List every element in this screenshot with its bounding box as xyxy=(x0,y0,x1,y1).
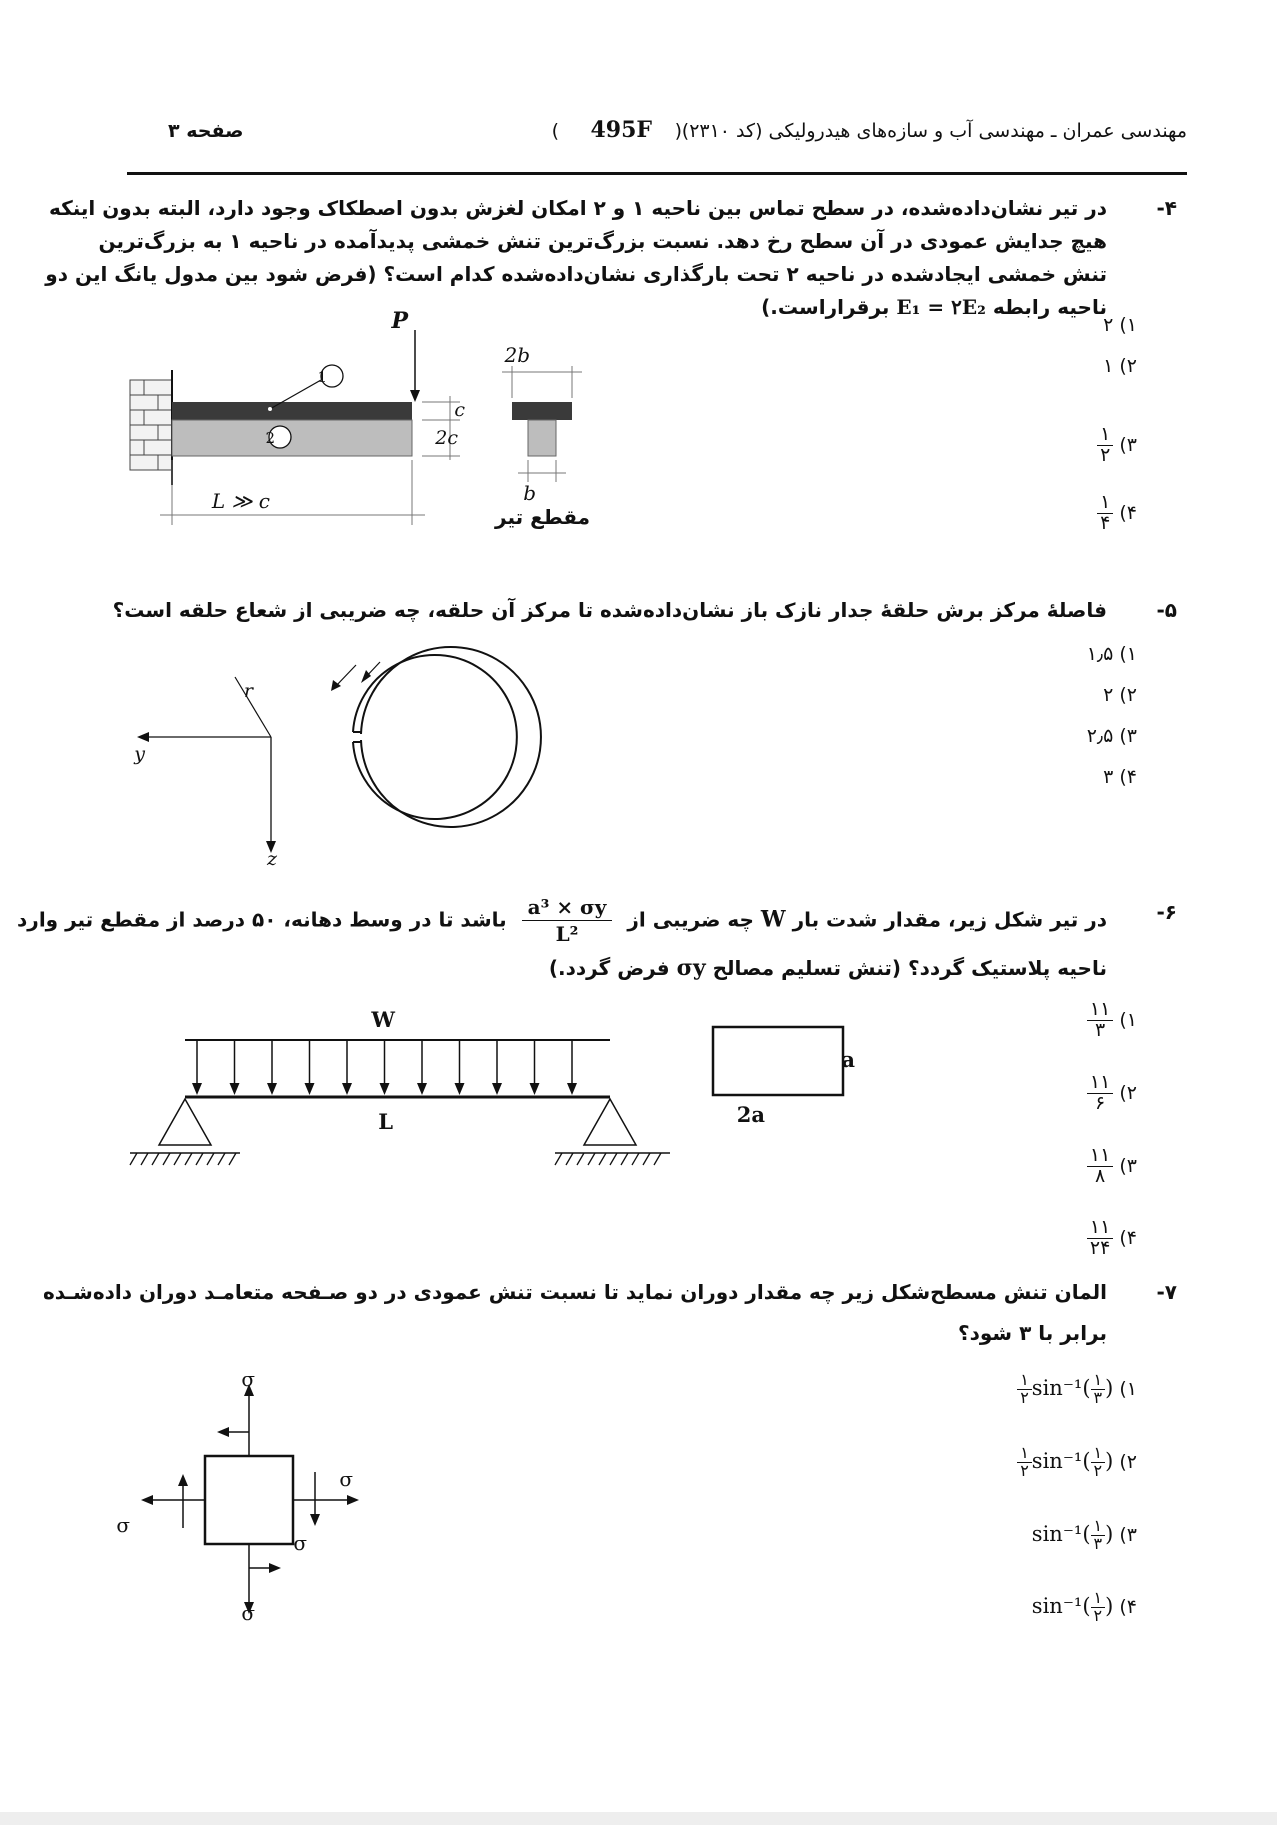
header-page-number: صفحه ۳ xyxy=(168,120,244,142)
label-sigma-right: σ xyxy=(339,1467,353,1491)
load-arrow-icon xyxy=(455,1083,465,1095)
beam-region-1 xyxy=(172,402,412,420)
support-left-icon xyxy=(159,1099,211,1145)
option-label: ۲) xyxy=(1119,684,1137,706)
function-name: sin⁻¹( xyxy=(1031,1375,1091,1400)
label-width-2a: 2a xyxy=(736,1102,765,1127)
option-label: ۳) xyxy=(1119,433,1137,456)
argument-fraction xyxy=(1091,1518,1106,1553)
option-expression xyxy=(1017,1372,1113,1407)
fraction-denominator: ۳ xyxy=(1093,1533,1103,1553)
q6-option-4[interactable] xyxy=(1087,1218,1137,1259)
closing-paren: ) xyxy=(1105,1448,1114,1473)
hatch-line xyxy=(654,1153,661,1165)
label-width-b: b xyxy=(523,481,536,505)
q4-figure xyxy=(120,310,620,540)
label-y-axis: y xyxy=(134,743,145,765)
option-expression xyxy=(1017,1445,1113,1480)
function-name: sin⁻¹( xyxy=(1031,1448,1091,1473)
q7-line: برابر با ۳ شود؟ xyxy=(958,1321,1107,1345)
q7-option-2[interactable] xyxy=(1017,1445,1137,1480)
label-height-a: a xyxy=(841,1047,855,1072)
fraction-numerator: ۱ xyxy=(1017,1445,1032,1463)
hatch-line xyxy=(588,1153,595,1165)
option-label: ۲) xyxy=(1119,1450,1137,1473)
hatch-line xyxy=(130,1153,137,1165)
q4-number: ۴- xyxy=(1156,196,1177,220)
q5-figure xyxy=(125,625,385,875)
hatch-line xyxy=(141,1153,148,1165)
closing-paren: ) xyxy=(1105,1593,1114,1618)
label-z-axis: z xyxy=(266,848,277,870)
load-arrow-icon xyxy=(410,390,420,402)
section-web xyxy=(528,420,556,456)
beam-section xyxy=(713,1027,843,1095)
coefficient-fraction xyxy=(1017,1372,1032,1407)
q6-option-2[interactable] xyxy=(1087,1073,1137,1114)
q4-line: در تیر نشان‌داده‌شده، در سطح تماس بین ناحیه ۱ و ۲ امکان لغزش بدون اصطکاک وجود دارد، البته بدون اینکه xyxy=(48,196,1107,220)
q7-figure xyxy=(116,1367,385,1640)
option-label: ۲) xyxy=(1119,1081,1137,1104)
hatch-line xyxy=(218,1153,225,1165)
option-fraction xyxy=(1097,493,1113,534)
label-sigma-top: σ xyxy=(241,1367,255,1391)
label-length: L ≫ c xyxy=(211,489,270,513)
label-sigma-shear: σ xyxy=(293,1531,307,1555)
hatch-line xyxy=(196,1153,203,1165)
option-fraction xyxy=(1087,1146,1113,1187)
load-arrow-icon xyxy=(380,1083,390,1095)
q4-option-1[interactable] xyxy=(1103,314,1137,336)
option-fraction xyxy=(1087,1000,1113,1041)
option-value: ۲٫۵ xyxy=(1086,725,1114,747)
q6-option-1[interactable] xyxy=(1087,1000,1137,1041)
q5-text: فاصلهٔ مرکز برش حلقهٔ جدار نازک باز نشان‌داده‌شده تا مرکز آن حلقه، چه ضریبی از شعاع حلقه است؟ xyxy=(112,598,1107,622)
label-load-p: P xyxy=(391,308,408,334)
label-region-1: 1 xyxy=(317,368,327,386)
option-label: ۱) xyxy=(1119,1008,1137,1031)
label-sigma-left: σ xyxy=(116,1513,130,1537)
q5-option-1[interactable] xyxy=(1087,643,1137,665)
hatch-line xyxy=(555,1153,562,1165)
option-label: ۴) xyxy=(1119,1226,1137,1249)
q4-relation: E₁ = ۲E₂ xyxy=(896,295,986,319)
header-rule xyxy=(127,172,1187,175)
shear-arrow-icon xyxy=(269,1563,281,1573)
hatch-line xyxy=(207,1153,214,1165)
label-dim-2c: 2c xyxy=(435,427,458,449)
label-span-l: L xyxy=(378,1109,393,1134)
label-width-2b: 2b xyxy=(504,343,530,367)
load-arrow-icon xyxy=(342,1083,352,1095)
option-value: ۱٫۵ xyxy=(1086,643,1114,665)
option-label: ۳) xyxy=(1119,725,1137,747)
hatch-line xyxy=(643,1153,650,1165)
thickness-arrow-icon xyxy=(361,670,371,683)
fraction-denominator: ۲ xyxy=(1020,1387,1029,1407)
fraction-numerator: ۱ xyxy=(1091,1518,1106,1536)
q6-fraction xyxy=(522,897,613,945)
header-paren-open: ( xyxy=(674,120,682,142)
load-arrow-icon xyxy=(417,1083,427,1095)
header-code: 495F xyxy=(590,117,652,143)
option-value: ۲ xyxy=(1103,314,1114,336)
open-ring-outer xyxy=(361,647,541,827)
fraction-denominator: ۲۴ xyxy=(1089,1236,1111,1259)
q6-text-a: در تیر شکل زیر، مقدار شدت بار xyxy=(792,907,1107,932)
hatch-line xyxy=(599,1153,606,1165)
load-arrow-icon xyxy=(567,1083,577,1095)
option-label: ۴) xyxy=(1119,766,1137,788)
q5-option-3[interactable] xyxy=(1087,725,1137,747)
option-fraction xyxy=(1087,1073,1113,1114)
load-arrow-icon xyxy=(530,1083,540,1095)
fraction-denominator: L² xyxy=(555,922,579,946)
option-fraction xyxy=(1087,1218,1113,1259)
fraction-denominator: ۲ xyxy=(1100,443,1111,466)
ground-hatch xyxy=(555,1153,661,1165)
load-arrow-icon xyxy=(305,1083,315,1095)
option-label: ۴) xyxy=(1119,501,1137,524)
q5-option-4[interactable] xyxy=(1103,766,1137,788)
hatch-line xyxy=(185,1153,192,1165)
fraction-numerator: ۱ xyxy=(1091,1445,1106,1463)
q6-number: ۶- xyxy=(1156,900,1177,924)
shear-arrow-icon xyxy=(178,1474,188,1486)
q7-text xyxy=(42,1276,1107,1350)
load-arrow-icon xyxy=(192,1083,202,1095)
q4-text xyxy=(45,192,1107,324)
fraction-denominator: ۲ xyxy=(1093,1460,1103,1480)
q7-option-4[interactable] xyxy=(1032,1590,1137,1625)
q7-line: المان تنش مسطح‌شکل زیر چه مقدار دوران نماید تا نسبت تنش عمودی در دو صـفحه متعامـد دوران داده‌شـده xyxy=(42,1280,1107,1304)
arrow-left-icon xyxy=(141,1495,153,1505)
q7-option-1[interactable] xyxy=(1017,1372,1137,1407)
hatch-line xyxy=(152,1153,159,1165)
q4-suffix: برقراراست.) xyxy=(761,295,890,319)
fraction-denominator: ۶ xyxy=(1094,1091,1106,1114)
argument-fraction xyxy=(1091,1372,1106,1407)
q4-line: هیچ جدایش عمودی در آن سطح رخ دهد. نسبت بزرگ‌ترین تنش خمشی پدیدآمده در ناحیه ۱ به بزرگ‌ترین xyxy=(98,229,1107,253)
load-arrow-icon xyxy=(230,1083,240,1095)
q4-prefix: ناحیه رابطه xyxy=(992,295,1107,319)
fraction-numerator: ۱۱ xyxy=(1087,1146,1113,1167)
argument-fraction xyxy=(1091,1590,1106,1625)
option-expression xyxy=(1032,1518,1114,1553)
q6-line-2 xyxy=(549,952,1107,985)
q4-line: تنش خمشی ایجادشده در ناحیه ۲ تحت بارگذاری نشان‌داده‌شده کدام است؟ (فرض شود بین مدول یانگ این دو xyxy=(45,262,1107,286)
option-label: ۲) xyxy=(1119,355,1137,377)
hatch-line xyxy=(632,1153,639,1165)
ground-hatch xyxy=(130,1153,236,1165)
fraction-denominator: ۴ xyxy=(1100,511,1111,534)
q6-w: W xyxy=(760,906,786,933)
hatch-line xyxy=(577,1153,584,1165)
header-paren-close: ) xyxy=(551,120,559,142)
option-fraction xyxy=(1097,425,1113,466)
hatch-line xyxy=(174,1153,181,1165)
q6-figure xyxy=(125,1005,885,1175)
y-axis-arrow-icon xyxy=(137,732,149,742)
option-label: ۴) xyxy=(1119,1595,1137,1618)
fraction-denominator: ۲ xyxy=(1093,1605,1103,1625)
support-right-icon xyxy=(584,1099,636,1145)
q4-option-4[interactable] xyxy=(1097,493,1137,534)
hatch-line xyxy=(610,1153,617,1165)
option-label: ۱) xyxy=(1119,643,1137,665)
fraction-denominator: ۳ xyxy=(1093,1387,1103,1407)
fraction-numerator: ۱۱ xyxy=(1087,1218,1113,1239)
option-value: ۱ xyxy=(1103,355,1114,377)
fraction-numerator: ۱۱ xyxy=(1087,1000,1113,1021)
q6-sigma-y: σy xyxy=(676,955,706,981)
label-sigma-bottom: σ xyxy=(241,1601,255,1625)
option-value: ۳ xyxy=(1103,766,1114,788)
option-label: ۳) xyxy=(1119,1154,1137,1177)
q4-option-2[interactable] xyxy=(1103,355,1137,377)
closing-paren: ) xyxy=(1105,1375,1114,1400)
fraction-numerator: ۱ xyxy=(1091,1590,1106,1608)
label-region-2: 2 xyxy=(265,429,275,447)
q6-line-1 xyxy=(17,897,1107,945)
hatch-line xyxy=(229,1153,236,1165)
fraction-denominator: ۲ xyxy=(1020,1460,1029,1480)
q6-text-c: باشد تا در وسط دهانه، ۵۰ درصد از مقطع تیر وارد xyxy=(17,907,507,932)
option-label: ۱) xyxy=(1119,314,1137,336)
section-caption: مقطع تیر xyxy=(495,505,590,529)
fraction-numerator: ۱ xyxy=(1097,493,1113,514)
stress-element xyxy=(205,1456,293,1544)
header-right: مهندسی عمران ـ مهندسی آب و سازه‌های هیدرولیکی (کد ۲۳۱۰) xyxy=(681,120,1187,142)
closing-paren: ) xyxy=(1105,1521,1114,1546)
argument-fraction xyxy=(1091,1445,1106,1480)
fraction-numerator: ۱ xyxy=(1097,425,1113,446)
q6-option-3[interactable] xyxy=(1087,1146,1137,1187)
beam-region-2 xyxy=(172,420,412,456)
fraction-numerator: a³ × σy xyxy=(522,897,613,921)
option-label: ۳) xyxy=(1119,1523,1137,1546)
fraction-numerator: ۱ xyxy=(1091,1372,1106,1390)
q5-number: ۵- xyxy=(1156,598,1177,622)
option-expression xyxy=(1032,1590,1114,1625)
open-ring-inner xyxy=(353,655,517,819)
hatch-line xyxy=(621,1153,628,1165)
label-load-w: W xyxy=(371,1007,395,1032)
q7-number: ۷- xyxy=(1156,1280,1177,1304)
q6-text-d: ناحیه پلاستیک گردد؟ (تنش تسلیم مصالح xyxy=(712,956,1107,980)
arrow-right-icon xyxy=(347,1495,359,1505)
label-dim-c: c xyxy=(454,399,465,421)
option-label: ۱) xyxy=(1119,1377,1137,1400)
load-arrow-icon xyxy=(267,1083,277,1095)
q6-text-b: چه ضریبی از xyxy=(627,907,754,932)
hatch-line xyxy=(163,1153,170,1165)
fraction-numerator: ۱ xyxy=(1017,1372,1032,1390)
shear-arrow-icon xyxy=(217,1427,229,1437)
distributed-load-arrows xyxy=(192,1040,577,1095)
q6-text-e: فرض گردد.) xyxy=(548,956,670,980)
fraction-denominator: ۳ xyxy=(1094,1018,1106,1041)
label-radius: r xyxy=(243,680,253,702)
page-footer-strip xyxy=(0,1812,1277,1825)
shear-arrow-icon xyxy=(310,1514,320,1526)
q4-option-3[interactable] xyxy=(1097,425,1137,466)
load-arrow-icon xyxy=(492,1083,502,1095)
function-name: sin⁻¹( xyxy=(1031,1593,1091,1618)
q5-option-2[interactable] xyxy=(1103,684,1137,706)
fraction-denominator: ۸ xyxy=(1094,1164,1106,1187)
section-flange xyxy=(512,402,572,420)
coefficient-fraction xyxy=(1017,1445,1032,1480)
function-name: sin⁻¹( xyxy=(1031,1521,1091,1546)
hatch-line xyxy=(566,1153,573,1165)
brick-wall xyxy=(130,370,172,485)
option-value: ۲ xyxy=(1103,684,1114,706)
q7-option-3[interactable] xyxy=(1032,1518,1137,1553)
fraction-numerator: ۱۱ xyxy=(1087,1073,1113,1094)
